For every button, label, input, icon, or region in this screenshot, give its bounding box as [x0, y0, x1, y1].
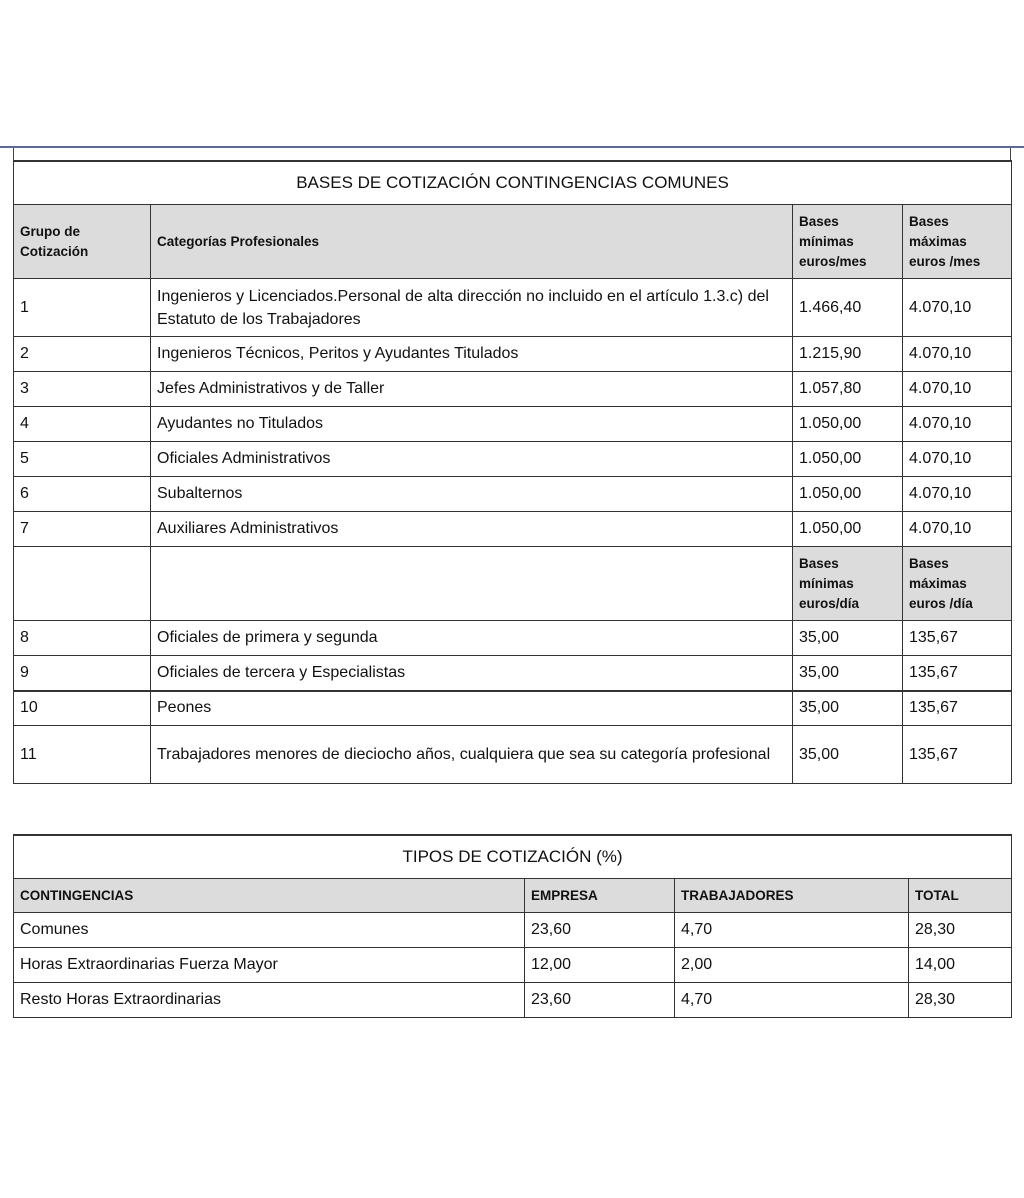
base-minima-cell: 35,00	[793, 621, 903, 656]
header-empresa: EMPRESA	[525, 879, 675, 913]
categoria-cell: Trabajadores menores de dieciocho años, cualquiera que sea su categoría profesional	[151, 726, 793, 784]
base-maxima-cell: 4.070,10	[903, 407, 1012, 442]
contingencia-cell: Horas Extraordinarias Fuerza Mayor	[14, 948, 525, 983]
header-grupo: Grupo de Cotización	[14, 205, 151, 279]
header-contingencias: CONTINGENCIAS	[14, 879, 525, 913]
table-row	[14, 691, 1012, 726]
header-total: TOTAL	[909, 879, 1012, 913]
grupo-cell: 2	[14, 337, 151, 372]
categoria-cell: Oficiales Administrativos	[151, 442, 793, 477]
table-row	[14, 656, 1012, 691]
categoria-cell: Oficiales de tercera y Especialistas	[151, 656, 793, 691]
base-maxima-cell: 4.070,10	[903, 442, 1012, 477]
categoria-cell: Peones	[151, 691, 793, 726]
categoria-cell: Jefes Administrativos y de Taller	[151, 372, 793, 407]
categoria-cell: Ingenieros Técnicos, Peritos y Ayudantes Titulados	[151, 337, 793, 372]
contingencia-cell: Resto Horas Extraordinarias	[14, 983, 525, 1018]
table-row	[14, 407, 1012, 442]
grupo-cell: 9	[14, 656, 151, 691]
base-maxima-cell: 4.070,10	[903, 337, 1012, 372]
base-maxima-cell: 4.070,10	[903, 477, 1012, 512]
table-row	[14, 913, 1012, 948]
grupo-cell: 1	[14, 279, 151, 337]
header-bases-minimas-mes: Bases mínimas euros/mes	[793, 205, 903, 279]
bases-cotizacion-table	[13, 160, 1012, 784]
base-maxima-cell: 135,67	[903, 726, 1012, 784]
base-minima-cell: 1.050,00	[793, 477, 903, 512]
grupo-cell: 3	[14, 372, 151, 407]
header-categorias: Categorías Profesionales	[151, 205, 793, 279]
table-title: BASES DE COTIZACIÓN CONTINGENCIAS COMUNES	[14, 161, 1012, 205]
grupo-cell: 10	[14, 691, 151, 726]
tipos-cotizacion-table	[13, 834, 1012, 1018]
base-minima-cell: 1.050,00	[793, 512, 903, 547]
table-row	[14, 726, 1012, 784]
grupo-cell: 8	[14, 621, 151, 656]
empresa-cell: 23,60	[525, 913, 675, 948]
total-cell: 28,30	[909, 983, 1012, 1018]
contingencia-cell: Comunes	[14, 913, 525, 948]
categoria-cell: Ayudantes no Titulados	[151, 407, 793, 442]
categoria-cell: Ingenieros y Licenciados.Personal de alta dirección no incluido en el artículo 1.3.c) del Estatuto de los Trabajadores	[151, 279, 793, 337]
trabajadores-cell: 4,70	[675, 913, 909, 948]
grupo-cell: 5	[14, 442, 151, 477]
base-maxima-cell: 135,67	[903, 656, 1012, 691]
header-bases-minimas-dia: Bases mínimas euros/día	[793, 547, 903, 621]
categoria-cell: Auxiliares Administrativos	[151, 512, 793, 547]
base-minima-cell: 35,00	[793, 726, 903, 784]
table-row	[14, 372, 1012, 407]
header-bases-maximas-dia: Bases máximas euros /día	[903, 547, 1012, 621]
grupo-cell: 7	[14, 512, 151, 547]
blank-header-cell	[14, 547, 151, 621]
grupo-cell: 6	[14, 477, 151, 512]
blank-header-cell	[151, 547, 793, 621]
base-minima-cell: 1.050,00	[793, 442, 903, 477]
base-minima-cell: 35,00	[793, 691, 903, 726]
base-minima-cell: 1.050,00	[793, 407, 903, 442]
table-row	[14, 279, 1012, 337]
empresa-cell: 23,60	[525, 983, 675, 1018]
categoria-cell: Oficiales de primera y segunda	[151, 621, 793, 656]
total-cell: 14,00	[909, 948, 1012, 983]
table-row	[14, 337, 1012, 372]
table-row	[14, 442, 1012, 477]
table-row	[14, 512, 1012, 547]
total-cell: 28,30	[909, 913, 1012, 948]
table-row	[14, 948, 1012, 983]
base-maxima-cell: 4.070,10	[903, 279, 1012, 337]
table-title: TIPOS DE COTIZACIÓN (%)	[14, 835, 1012, 879]
page-top-rule	[0, 146, 1024, 148]
trabajadores-cell: 2,00	[675, 948, 909, 983]
base-maxima-cell: 135,67	[903, 621, 1012, 656]
page-edge-mark	[13, 148, 14, 160]
grupo-cell: 11	[14, 726, 151, 784]
base-maxima-cell: 4.070,10	[903, 372, 1012, 407]
base-minima-cell: 1.466,40	[793, 279, 903, 337]
base-minima-cell: 35,00	[793, 656, 903, 691]
table-row	[14, 477, 1012, 512]
base-maxima-cell: 135,67	[903, 691, 1012, 726]
table-row	[14, 621, 1012, 656]
base-minima-cell: 1.057,80	[793, 372, 903, 407]
page-edge-mark	[1010, 148, 1011, 160]
grupo-cell: 4	[14, 407, 151, 442]
table-row	[14, 983, 1012, 1018]
categoria-cell: Subalternos	[151, 477, 793, 512]
trabajadores-cell: 4,70	[675, 983, 909, 1018]
base-maxima-cell: 4.070,10	[903, 512, 1012, 547]
base-minima-cell: 1.215,90	[793, 337, 903, 372]
header-bases-maximas-mes: Bases máximas euros /mes	[903, 205, 1012, 279]
empresa-cell: 12,00	[525, 948, 675, 983]
header-trabajadores: TRABAJADORES	[675, 879, 909, 913]
